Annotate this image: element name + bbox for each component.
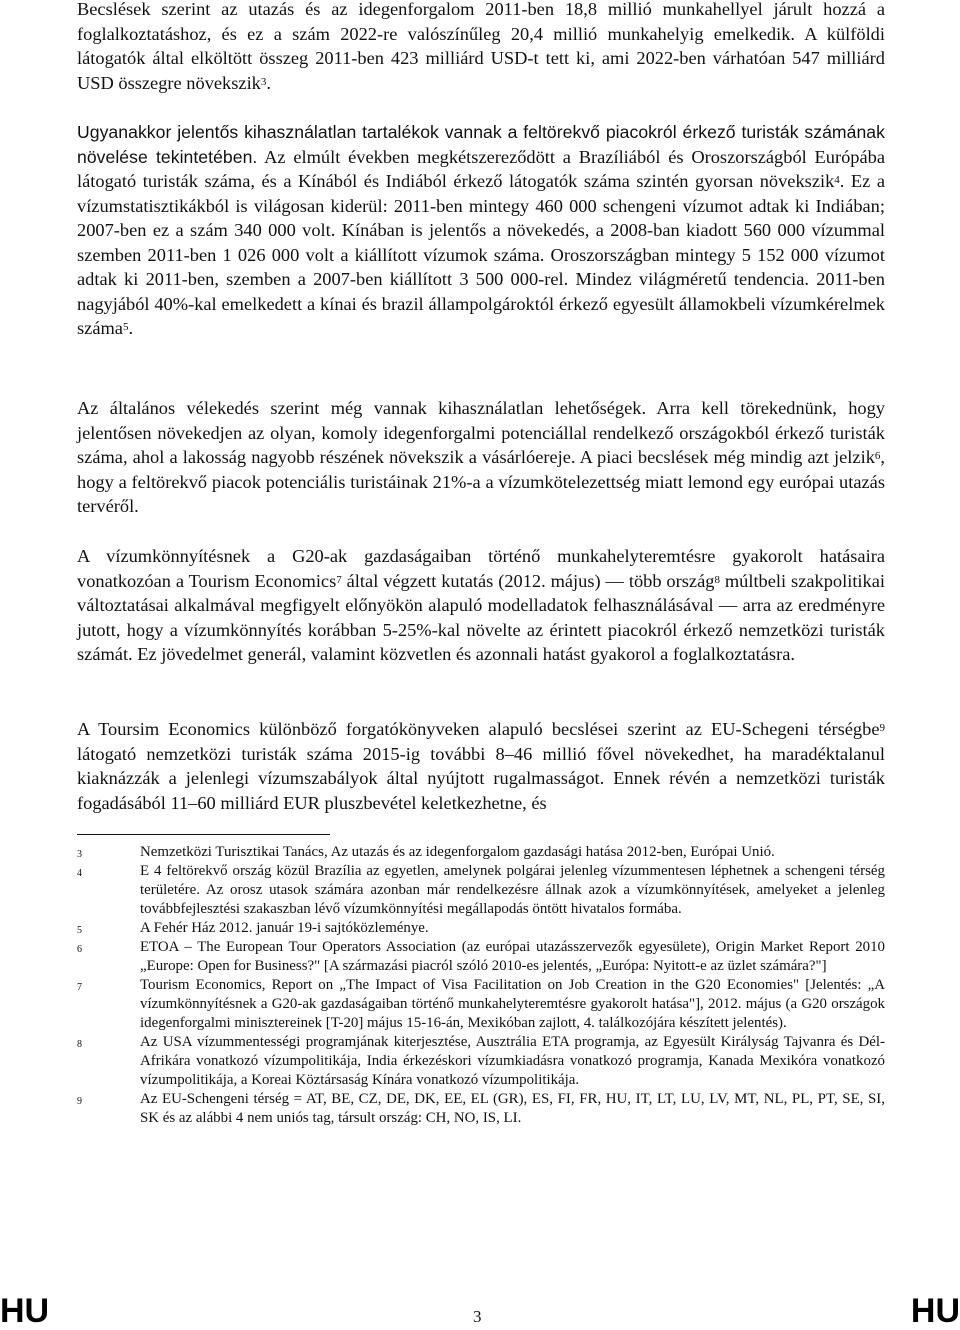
paragraph-visa-facilitation xyxy=(77,544,885,667)
footnote-item xyxy=(77,1033,885,1090)
footnote-number: 6 xyxy=(77,944,82,955)
footnote-item xyxy=(77,1090,885,1128)
footnote-number: 7 xyxy=(77,982,82,993)
paragraph-text: A vízumkönnyítésnek a G20-ak gazdaságaiban történő munkahelyteremtésre gyakorolt hatásaira vonatkozóan a Tourism Economics xyxy=(77,546,885,591)
page-number: 3 xyxy=(473,1307,482,1326)
footnote-item xyxy=(77,919,885,938)
footnote-item xyxy=(77,976,885,1033)
paragraph-text: látogató nemzetközi turisták száma 2015-ig további 8–46 millió fővel növekedhet, ha maradéktalanul kiaknázzák a jelenlegi vízumszabályok által nyújtott rugalmasságot. Ennek révén a nemzetközi turisták fogadásából 11–60 milliárd EUR pluszbevétel keletkezhetne, és xyxy=(77,743,885,813)
paragraph-text: , hogy a feltörekvő piacok potenciális turistáinak 21%-a a vízumkötelezettség miatt lemond egy európai utazás tervéről. xyxy=(77,447,885,516)
footnotes-section xyxy=(77,843,885,1128)
footnote-text: Nemzetközi Turisztikai Tanács, Az utazás és az idegenforgalom gazdasági hatása 2012-ben, Európai Unió. xyxy=(140,844,775,860)
footnote-ref-6[interactable]: 6 xyxy=(874,450,881,463)
language-code-left: HU xyxy=(0,1292,50,1330)
footnote-item xyxy=(77,862,885,919)
footnote-text: ETOA – The European Tour Operators Association (az európai utazásszervezők egyesülete), Origin Market Report 2010 „Europe: Open for Business?" [A származási piacról szóló 2010-es jelentés, „Európa: Nyitott-e az üzlet számára?"] xyxy=(140,939,885,974)
footnote-number: 5 xyxy=(77,925,82,936)
paragraph-text: Az elmúlt években megkétszereződött a Brazíliából és Oroszországból Európába látogató turisták száma, és a Kínából és Indiából érkező látogatók száma szintén gyorsan növekszik xyxy=(77,146,885,191)
footnote-text: A Fehér Ház 2012. január 19-i sajtóközleménye. xyxy=(140,920,429,936)
footnote-ref-3[interactable]: 3 xyxy=(260,75,267,88)
paragraph-text: . Ez a vízumstatisztikákból is világosan kiderül: 2011-ben mintegy 460 000 schengeni vízumot adtak ki Indiában; 2007-ben ez a szám 340 000 volt. Kínában is jelentős a növekedés, a 2008-ban kiadott 560 000 vízummal szemben 2011-ben 1 026 000 volt a kiállított vízumok száma. Oroszországban mintegy 5 152 000 vízumot adtak ki 2011-ben, szemben a 2007-ben kiállított 3 500 000-rel. Mindez világméretű tendencia. 2011-ben nagyjából 40%-kal emelkedett a kínai és brazil állampolgároktól érkező egyesült államokbeli vízumkérelmek száma xyxy=(77,171,885,338)
paragraph-text: Becslések szerint az utazás és az idegenforgalom 2011-ben 18,8 millió munkahellyel járult hozzá a foglalkoztatáshoz, és ez a szám 2022-re valószínűleg 20,4 millió munkahelyig emelkedik. A külföldi látogatók által elköltött összeg 2011-ben 423 milliárd USD-t tett ki, ami 2022-ben várhatóan 547 milliárd USD összegre növekszik xyxy=(77,0,885,93)
paragraph-text: A Toursim Economics különböző forgatókönyveken alapuló becslései szerint az EU-Schegeni térségbe xyxy=(77,719,880,739)
footnote-item xyxy=(77,938,885,976)
footnote-ref-8[interactable]: 8 xyxy=(714,573,720,586)
footnote-number: 8 xyxy=(77,1039,82,1050)
paragraph-employment xyxy=(77,0,885,95)
footnote-ref-9[interactable]: 9 xyxy=(879,722,885,735)
paragraph-text: múltbeli szakpolitikai változtatásai alkalmával megfigyelt előnyökön alapuló modelladatok felhasználásával — arra az eredményre jutott, hogy a vízumkönnyítés korábban 5-25%-kal növelte az érintett piacokról érkező nemzetközi turisták számát. Ez jövedelmet generál, valamint közvetlen és azonnali hatást gyakorol a foglalkoztatásra. xyxy=(77,570,886,664)
footnote-text: Tourism Economics, Report on „The Impact of Visa Facilitation on Job Creation in the G20 Economies" [Jelentés: „A vízumkönnyítésnek a G20-ak gazdaságaiban történő munkahelyteremtésre gyakorolt hatása"], 2012. május (a G20 országok idegenforgalmi minisztereinek [T-20] május 15-16-án, Mexikóban zajlott, 4. találkozójára készített jelentés). xyxy=(140,977,885,1031)
paragraph-schengen-estimates xyxy=(77,717,885,815)
footnote-number: 9 xyxy=(77,1096,82,1107)
paragraph-emerging-markets xyxy=(77,120,885,341)
page-footer xyxy=(0,1288,960,1330)
footnote-text: Az USA vízummentességi programjának kiterjesztése, Ausztrália ETA programja, az Egyesült Királyság Tajvanra és Dél-Afrikára vonatkozó vízumpolitikája, India érkezéskori vízumkiadásra vonatkozó programja, Kanada Mexikóra vonatkozó vízumpolitikája, a Koreai Köztársaság Kínára vonatkozó vízumpolitikája. xyxy=(140,1034,885,1088)
paragraph-text: Az általános vélekedés szerint még vannak kihasználatlan lehetőségek. Arra kell törekednünk, hogy jelentősen növekedjen az olyan, komoly idegenforgalmi potenciállal rendelkező országokból érkező turisták száma, ahol a lakosság nagyobb részének növekszik a vásárlóereje. A piaci becslések még mindig azt jelzik xyxy=(77,398,885,467)
footnote-ref-4[interactable]: 4 xyxy=(834,174,840,187)
footnote-text: Az EU-Schengeni térség = AT, BE, CZ, DE, DK, EE, EL (GR), ES, FI, FR, HU, IT, LT, LU, LV, MT, NL, PL, PT, SE, SI, SK és az alábbi 4 nem uniós tag, társult ország: CH, NO, IS, LI. xyxy=(140,1091,885,1126)
language-code-right: HU xyxy=(910,1292,960,1330)
paragraph-text: . xyxy=(266,72,271,93)
footnote-text: E 4 feltörekvő ország közül Brazília az egyetlen, amelynek polgárai jelenleg vízummentesen léphetnek a schengeni térség területére. Az orosz utasok számára azonban már rendelkezésre állnak azok a vízumkönnyítések, amelyeket a jelenleg továbbfejlesztési szakaszban lévő vízumkönnyítési megállapodás öntött hivatalos formába. xyxy=(140,863,885,917)
footnote-ref-5[interactable]: 5 xyxy=(122,321,129,334)
footnote-number: 3 xyxy=(77,849,82,860)
paragraph-untapped-potential xyxy=(77,396,885,519)
paragraph-text: . xyxy=(128,318,134,338)
paragraph-lead-text: Ugyanakkor jelentős kihasználatlan tartalékok vannak a feltörekvő piacokról érkező turisták számának növelése tekintetében. xyxy=(77,122,885,167)
paragraph-text: által végzett kutatás (2012. május) — több ország xyxy=(341,570,715,591)
footnote-separator xyxy=(77,834,330,835)
footnote-item xyxy=(77,843,885,862)
footnote-ref-7[interactable]: 7 xyxy=(336,573,342,586)
footnote-number: 4 xyxy=(77,868,82,879)
